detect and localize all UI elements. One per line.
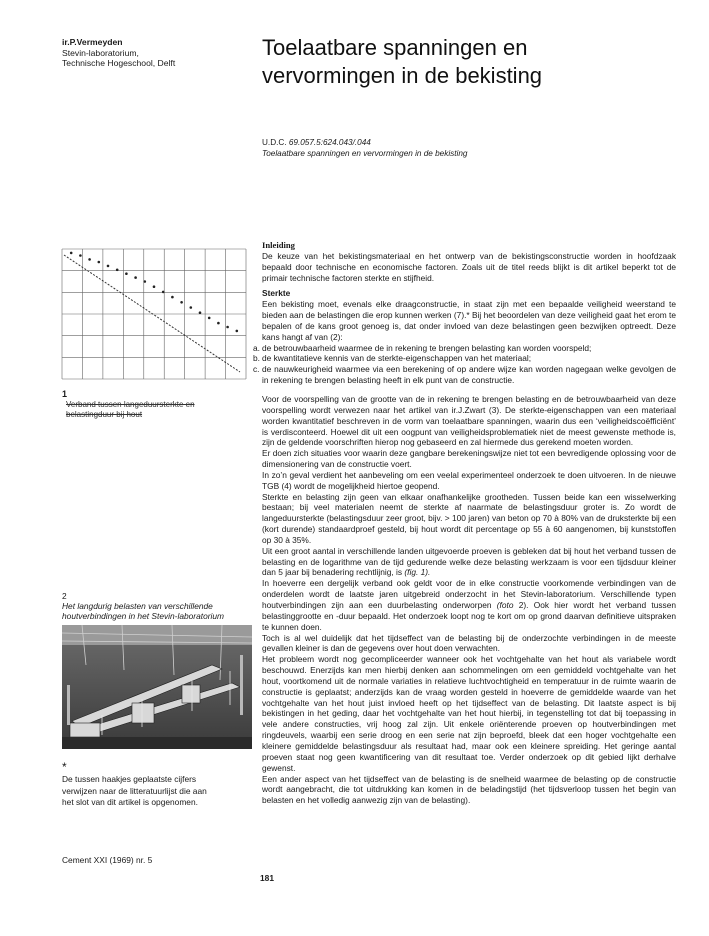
laboratory-photo: [62, 625, 252, 749]
data-point: [199, 311, 202, 314]
author-affiliation: Stevin-laboratorium,: [62, 47, 139, 58]
list-marker: a.: [253, 342, 260, 353]
data-point: [171, 296, 174, 299]
data-point: [190, 306, 193, 309]
data-point: [116, 269, 119, 272]
paragraph: [262, 546, 676, 579]
list-marker: b.: [253, 353, 260, 364]
figure-1-chart: [60, 247, 250, 387]
list-text: de betrouwbaarheid waarmee de in rekening te brengen belasting kan worden voorspeld;: [262, 342, 592, 353]
data-point: [144, 280, 147, 283]
figure-2-caption: [62, 601, 257, 621]
paragraph: Toch is al wel duidelijk dat het tijdseffect van de belasting bij de onderzochte verbindingen in de meeste gevallen kleiner is dan de gegevens over hout doen verwachten.: [262, 632, 676, 654]
figure-1-number: 1: [62, 389, 68, 399]
data-point: [79, 254, 82, 257]
data-point: [98, 261, 101, 264]
section-heading-inleiding: Inleiding: [262, 240, 295, 250]
paragraph: In zo’n geval verdient het aanbeveling om een veelal experimenteel onderzoek te doen uitvoeren. In de nieuwe TGB (4) wordt de mogelijkheid hiertoe geopend.: [262, 469, 676, 491]
data-point: [107, 265, 110, 268]
paragraph-text: In hoeverre een dergelijk verband ook geldt voor de in elke constructie voorkomende verbindingen van de onderdelen wordt de laatste jaren uitgebreid onderzocht in het Stevin-laboratorium. Verschillende typen houtverbindingen zijn aan een duurbelasting onderworpen: [262, 578, 676, 610]
title-line: vervormingen in de bekisting: [262, 63, 543, 88]
udc-subtitle: Toelaatbare spanningen en vervormingen in de bekisting: [262, 149, 468, 158]
footnote-mark: *: [62, 760, 67, 774]
paragraph: De keuze van het bekistingsmateriaal en het ontwerp van de bekistingsconstructie worden in hoofdzaak bepaald door technische en economische factoren. Zoals uit de titel reeds blijkt is dit artikel beperkt tot de primair technische factoren sterkte en stijfheid.: [262, 250, 676, 283]
footnote-line: verwijzen naar de litteratuurlijst die aan: [62, 785, 207, 796]
list-text: de kwantitatieve kennis van de sterkte-eigenschappen van het materiaal;: [262, 353, 532, 364]
figure-1-caption: [66, 400, 256, 420]
photo-reference: (foto: [496, 600, 514, 610]
list-item: [253, 353, 676, 364]
caption-line: Het langdurig belasten van verschillende: [62, 601, 213, 611]
data-point: [162, 291, 165, 294]
data-point: [70, 252, 73, 255]
factor-list: [253, 342, 676, 386]
data-point: [134, 276, 137, 279]
article-body: [253, 240, 676, 806]
data-point: [236, 330, 239, 333]
footnote-text: [62, 774, 257, 809]
data-point: [125, 272, 128, 275]
caption-line: houtverbindingen in het Stevin-laboratorium: [62, 611, 225, 622]
paragraph-text: 2). Ook hier wordt het verband tussen belastinggrootte en -duur bepaald. Het onderzoek loopt nog te kort om op grond daarvan definitieve uitspraken te kunnen doen.: [262, 600, 676, 632]
journal-reference: Cement XXI (1969) nr. 5: [62, 855, 153, 865]
page-number: 181: [260, 873, 274, 883]
paragraph: [262, 578, 676, 632]
data-point: [153, 285, 156, 288]
udc-label: U.D.C.: [262, 138, 287, 147]
title-line: Toelaatbare spanningen en: [262, 35, 528, 60]
paragraph: Een ander aspect van het tijdseffect van de belasting is de snelheid waarmee de belasting op de constructie wordt aangebracht, die tot uitdrukking kan komen in de beladingstijd (het tijdsverloop tussen het begin van belasten en het volledig aanwezig zijn van de belasting).: [262, 773, 676, 806]
data-point: [208, 317, 211, 320]
list-item: [253, 342, 676, 354]
figure-2-number: 2: [62, 591, 67, 601]
list-item: [253, 364, 676, 386]
author-name: ir.P.Vermeyden: [62, 37, 123, 47]
paragraph: Een bekisting moet, evenals elke draagconstructie, in staat zijn met een bepaalde veiligheid weerstand te bieden aan de belastingen die erop kunnen werken (7).* Bij het beoordelen van deze veiligheid gaat het erom te bepalen of de kans groot genoeg is, dat onder invloed van deze belastingen geen bezwijken optreedt. Deze kans hangt af van (2):: [262, 299, 676, 342]
list-text: de nauwkeurigheid waarmee via een berekening of op andere wijze kan worden nagegaan welke gevolgen de in rekening te brengen belasting heeft in elk punt van de constructie.: [262, 364, 676, 386]
article-title: [262, 34, 682, 90]
section-heading-sterkte: Sterkte: [262, 288, 291, 299]
list-marker: c.: [253, 364, 260, 375]
author-affiliation: Technische Hogeschool, Delft: [62, 58, 176, 69]
udc-block: [262, 137, 682, 159]
udc-code: 69.057.5:624.043/.044: [288, 138, 371, 147]
paragraph-text: Uit een groot aantal in verschillende landen uitgevoerde proeven is gebleken dat bij hout het verband tussen de belasting en de logarithme van de tijd gedurende welke deze belasting werkzaam is voor een tijdsduur kleiner dan 5 jaar bij benadering rechtlijnig, is: [262, 545, 676, 578]
caption-line: Verband tussen langeduursterkte en: [66, 400, 195, 409]
caption-line: belastingduur bij hout: [66, 410, 143, 419]
figure-reference: (fig. 1).: [404, 567, 431, 578]
data-point: [180, 301, 183, 304]
data-point: [226, 326, 229, 329]
footnote-line: het slot van dit artikel is opgenomen.: [62, 797, 198, 808]
paragraph: Er doen zich situaties voor waarin deze gangbare berekeningswijze niet tot een bevredigende oplossing voor de dimensionering van de constructie voert.: [262, 448, 676, 470]
paragraph: Sterkte en belasting zijn geen van elkaar onafhankelijke grootheden. Tussen beide kan een wisselwerking bestaan; bij veel materialen neemt de sterkte af naarmate de belastingsduur groter is. Zo wordt de langeduursterkte (belastingsduur zeer groot, bijv. > 100 jaren) van beton op 70 à 80% van de druksterkte bij een (kort durende) standaardproef gesteld, bij hout wordt dit percentage op 55 à 60 aangenomen, bij kunststoffen op 30 à 35%.: [262, 491, 676, 545]
data-point: [88, 258, 91, 261]
paragraph: Het probleem wordt nog gecompliceerder wanneer ook het vochtgehalte van het hout als variabele wordt beschouwd. Enerzijds kan men hierbij denken aan schommelingen om een gemiddeld vochtgehalte van het hout, voortkomend uit de normale variaties in relatieve luchtvochtigheid en temperatuur in de ruimte waarin de constructie is geplaatst; anderzijds kan de vraag worden gesteld in hoeverre de gemiddelde waarde van het vochtgehalte van het hout juist invloed heeft op het tijdseffect van de belasting. Dit laatste aspect is bij bekistingen in het geding, daar het vochtgehalte van het hout hierbij, in tegenstelling tot dat bij toepassing in vele andere constructies, vrij hoog zal zijn. Uit enkele oriënterende proeven op houtverbindingen met ringdeuvels, waarbij een serie droog en een serie nat zijn beproefd, bleek dat een hoger vochtgehalte een kleinere gemiddelde belastingsduur als resultaat had, maar ook een kleinere spreiding. Het geringe aantal proeven staat nog geen kwantificering van dit resultaat toe. Verder onderzoek op dit gebied lijkt derhalve gewenst.: [262, 654, 676, 773]
footnote-line: De tussen haakjes geplaatste cijfers: [62, 774, 197, 784]
paragraph: Voor de voorspelling van de grootte van de in rekening te brengen belasting en de betrouwbaarheid van deze voorspelling wordt verwezen naar het artikel van ir.J.Zwart (3). De sterkte-eigenschappen van een materiaal worden kwantitatief beschreven in de vorm van toelaatbare spanningen, waarin dus een ‘veiligheidscoëfficiënt’ is verdisconteerd. Hoewel dit uit een oogpunt van veiligheidsproblematiek niet de meest gewenste methode is, zijn de geldende voorschriften hierop nog gebaseerd en zal hiermede dus gerekend moeten worden.: [262, 393, 676, 448]
data-point: [217, 322, 220, 325]
author-block: [62, 37, 175, 69]
